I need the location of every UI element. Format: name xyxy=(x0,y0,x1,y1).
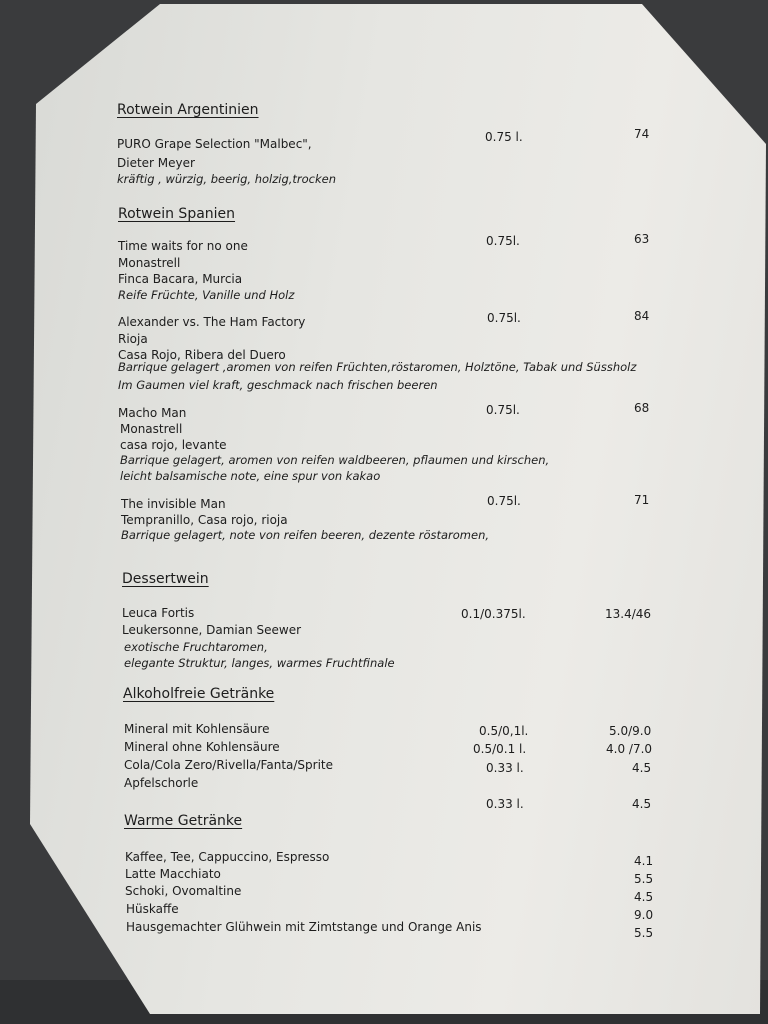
wine-name: Alexander vs. The Ham Factory xyxy=(118,315,306,329)
section-heading: Rotwein Spanien xyxy=(118,206,236,222)
drink-name: Hüskaffe xyxy=(126,902,179,916)
wine-detail: Leukersonne, Damian Seewer xyxy=(122,623,302,637)
drink-name: Mineral ohne Kohlensäure xyxy=(124,740,280,754)
drink-name: Schoki, Ovomaltine xyxy=(125,884,242,898)
wine-detail: Rioja xyxy=(118,332,148,346)
section-heading: Warme Getränke xyxy=(124,813,243,829)
wine-detail: Monastrell xyxy=(118,256,181,270)
drink-name: Mineral mit Kohlensäure xyxy=(124,722,270,736)
wine-note: leicht balsamische note, eine spur von kakao xyxy=(120,469,381,483)
wine-detail: Tempranillo, Casa rojo, rioja xyxy=(121,513,288,527)
wine-name: The invisible Man xyxy=(121,497,226,511)
wine-detail: Finca Bacara, Murcia xyxy=(118,272,243,286)
section-heading: Alkoholfreie Getränke xyxy=(123,686,275,702)
drink-name: Kaffee, Tee, Cappuccino, Espresso xyxy=(125,850,330,864)
drink-price: 9.0 xyxy=(634,908,654,922)
wine-note: kräftig , würzig, beerig, holzig,trocken xyxy=(117,172,337,186)
wine-name: PURO Grape Selection "Malbec", xyxy=(117,137,312,151)
wine-name: Macho Man xyxy=(118,406,187,420)
wine-name: Leuca Fortis xyxy=(122,606,195,620)
drink-name: Latte Macchiato xyxy=(125,867,221,881)
drink-price: 5.0/9.0 xyxy=(609,724,652,738)
wine-price: 63 xyxy=(634,232,650,246)
wine-price: 68 xyxy=(634,401,650,415)
section-heading: Dessertwein xyxy=(122,571,209,587)
wine-price: 84 xyxy=(634,309,650,323)
wine-price: 74 xyxy=(634,127,650,141)
wine-note: elegante Struktur, langes, warmes Fruchtfinale xyxy=(124,656,395,670)
wine-note: Reife Früchte, Vanille und Holz xyxy=(118,288,295,302)
drink-price: 4.5 xyxy=(632,797,652,811)
wine-size: 0.75 l. xyxy=(485,130,523,144)
drink-price: 4.0 /7.0 xyxy=(606,742,653,756)
wine-note: Barrique gelagert, note von reifen beeren, dezente röstaromen, xyxy=(121,528,490,542)
wine-note: Barrique gelagert, aromen von reifen waldbeeren, pflaumen und kirschen, xyxy=(120,453,550,467)
drink-size: 0.5/0,1l. xyxy=(479,724,529,738)
drink-price: 4.1 xyxy=(634,854,654,868)
wine-size: 0.75l. xyxy=(486,403,520,417)
wine-detail: casa rojo, levante xyxy=(120,438,227,452)
drink-size: 0.5/0.1 l. xyxy=(473,742,527,756)
section-heading: Rotwein Argentinien xyxy=(117,102,259,118)
wine-detail: Monastrell xyxy=(120,422,183,436)
drink-price: 5.5 xyxy=(634,926,654,940)
drink-name: Cola/Cola Zero/Rivella/Fanta/Sprite xyxy=(124,758,334,772)
wine-name: Time waits for no one xyxy=(118,239,248,253)
drink-size: 0.33 l. xyxy=(486,797,524,811)
wine-size: 0.1/0.375l. xyxy=(461,607,526,621)
wine-detail: Dieter Meyer xyxy=(117,156,195,170)
wine-detail: Casa Rojo, Ribera del Duero xyxy=(118,348,286,362)
drink-name: Hausgemachter Glühwein mit Zimtstange und Orange Anis xyxy=(126,920,482,934)
drink-price: 4.5 xyxy=(632,761,652,775)
wine-price: 71 xyxy=(634,493,650,507)
wine-size: 0.75l. xyxy=(487,311,521,325)
wine-note: Im Gaumen viel kraft, geschmack nach frischen beeren xyxy=(118,378,438,392)
wine-note: exotische Fruchtaromen, xyxy=(124,640,268,654)
wine-price: 13.4/46 xyxy=(605,607,652,621)
drink-price: 5.5 xyxy=(634,872,654,886)
wine-size: 0.75l. xyxy=(486,234,520,248)
drink-size: 0.33 l. xyxy=(486,761,524,775)
drink-price: 4.5 xyxy=(634,890,654,904)
wine-size: 0.75l. xyxy=(487,494,521,508)
wine-note: Barrique gelagert ,aromen von reifen Früchten,röstaromen, Holztöne, Tabak und Süssholz xyxy=(118,360,637,374)
drink-name: Apfelschorle xyxy=(124,776,199,790)
